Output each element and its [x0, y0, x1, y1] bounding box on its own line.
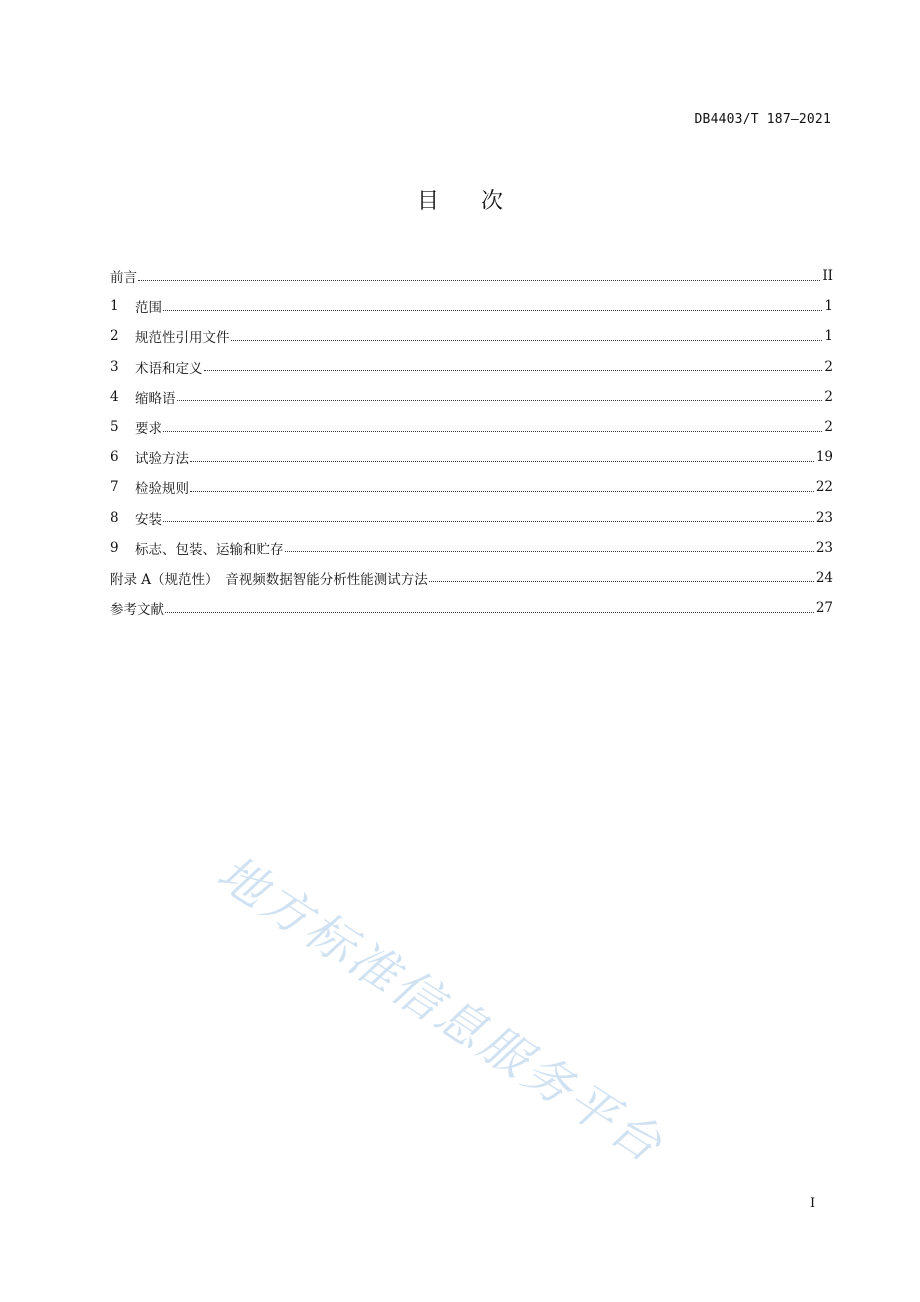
toc-entry-page: 27: [815, 600, 833, 617]
toc-entry-number: 7: [110, 479, 119, 496]
toc-entry-page: 19: [815, 449, 833, 466]
toc-entry-number: 2: [110, 328, 119, 345]
toc-entry-appendix-a[interactable]: [110, 563, 833, 593]
page-title: [0, 184, 920, 215]
toc-entry-label: 附录 A（规范性） 音视频数据智能分析性能测试方法: [110, 571, 428, 588]
toc-entry-number: 5: [110, 419, 119, 436]
toc-entry-6[interactable]: [110, 442, 833, 472]
toc-leader-dots: [429, 567, 814, 582]
toc-leader-dots: [165, 598, 814, 613]
toc-entry-label: 范围: [135, 300, 162, 317]
toc-leader-dots: [163, 507, 814, 522]
toc-leader-dots: [163, 296, 822, 311]
toc-leader-dots: [190, 447, 814, 462]
page-number: I: [810, 1196, 816, 1211]
toc-leader-dots: [177, 386, 823, 401]
watermark: 地方标准信息服务平台: [207, 844, 674, 1175]
toc-entry-1[interactable]: [110, 291, 833, 321]
toc-leader-dots: [163, 417, 822, 432]
toc-leader-dots: [231, 326, 823, 341]
toc-entry-number: 6: [110, 449, 119, 466]
toc-leader-dots: [204, 356, 823, 371]
toc-entry-label: 前言: [110, 270, 137, 287]
toc-entry-page: 2: [824, 419, 833, 436]
table-of-contents: [110, 261, 833, 623]
toc-entry-9[interactable]: [110, 533, 833, 563]
toc-leader-dots: [285, 537, 814, 552]
toc-entry-page: 1: [824, 328, 833, 345]
toc-entry-7[interactable]: [110, 472, 833, 502]
toc-entry-label: 安装: [135, 511, 162, 528]
page-title-char-2: 次: [481, 189, 504, 214]
toc-entry-page: 1: [824, 298, 833, 315]
toc-entry-number: 8: [110, 509, 119, 526]
toc-entry-page: 2: [824, 358, 833, 375]
toc-entry-foreword[interactable]: [110, 261, 833, 291]
toc-entry-page: 23: [815, 539, 833, 556]
toc-entry-label: 要求: [135, 421, 162, 438]
toc-entry-label: 缩略语: [135, 390, 176, 407]
toc-leader-dots: [190, 477, 814, 492]
toc-entry-4[interactable]: [110, 382, 833, 412]
toc-entry-label: 参考文献: [110, 602, 164, 619]
toc-entry-page: II: [822, 268, 833, 285]
toc-entry-number: 9: [110, 539, 119, 556]
toc-entry-number: 1: [110, 298, 119, 315]
document-id: DB4403/T 187—2021: [694, 112, 831, 127]
toc-entry-label: 检验规则: [135, 481, 189, 498]
toc-entry-label: 试验方法: [135, 451, 189, 468]
toc-entry-page: 24: [815, 569, 833, 586]
toc-entry-page: 22: [815, 479, 833, 496]
toc-entry-2[interactable]: [110, 321, 833, 351]
toc-entry-8[interactable]: [110, 503, 833, 533]
toc-leader-dots: [138, 266, 820, 281]
toc-entry-3[interactable]: [110, 352, 833, 382]
toc-entry-page: 23: [815, 509, 833, 526]
toc-entry-label: 规范性引用文件: [135, 330, 230, 347]
toc-entry-number: 3: [110, 358, 119, 375]
toc-entry-label: 标志、包装、运输和贮存: [135, 541, 284, 558]
toc-entry-label: 术语和定义: [135, 360, 203, 377]
toc-entry-number: 4: [110, 388, 119, 405]
page-title-char-1: 目: [416, 189, 439, 214]
toc-entry-5[interactable]: [110, 412, 833, 442]
toc-entry-page: 2: [824, 388, 833, 405]
toc-entry-bibliography[interactable]: [110, 593, 833, 623]
